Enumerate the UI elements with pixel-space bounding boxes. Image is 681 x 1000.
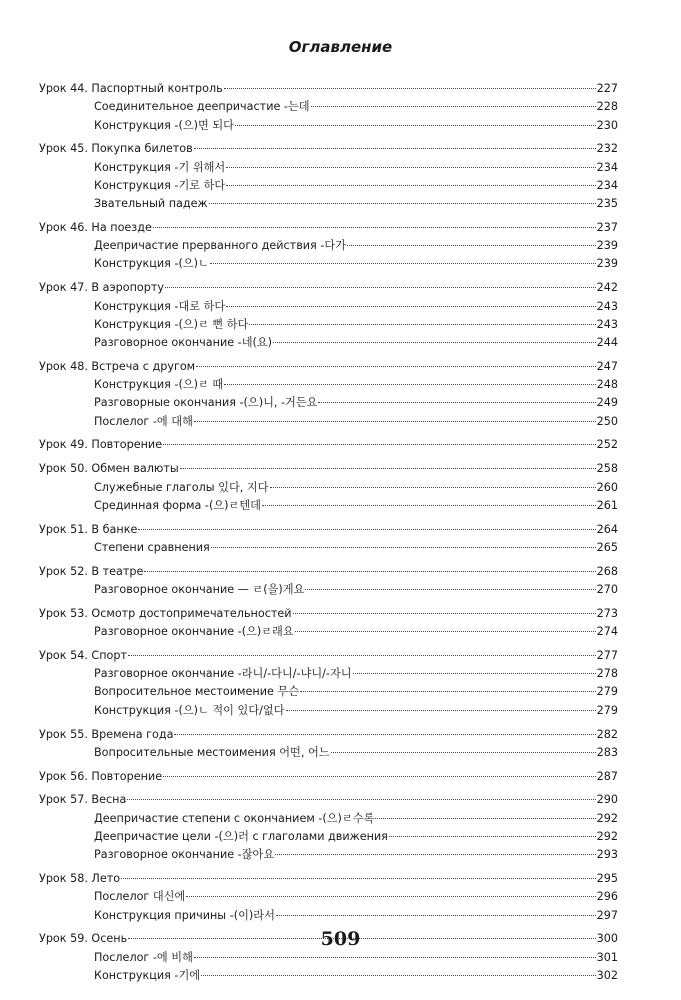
toc-lesson-entry[interactable] xyxy=(39,870,618,888)
dot-leader xyxy=(300,691,596,692)
dot-leader xyxy=(226,306,595,307)
subentry-title: Конструкция -기로 하다 xyxy=(94,178,226,192)
toc-subentry[interactable] xyxy=(39,967,618,985)
page-ref: 230 xyxy=(596,118,618,132)
dot-leader xyxy=(121,878,596,879)
page-ref: 277 xyxy=(596,648,618,662)
dot-leader xyxy=(311,106,596,107)
dot-leader xyxy=(194,148,596,149)
subentry-title: Степени сравнения xyxy=(94,540,210,554)
dot-leader xyxy=(144,571,595,572)
dot-leader xyxy=(318,402,595,403)
lesson-block xyxy=(39,726,618,763)
page-ref: 302 xyxy=(596,968,618,982)
dot-leader xyxy=(270,487,596,488)
toc-subentry[interactable] xyxy=(39,846,618,864)
subentry-title: Конструкция -기에 xyxy=(94,968,201,982)
page-ref: 293 xyxy=(596,848,618,862)
dot-leader xyxy=(194,957,596,958)
toc-subentry[interactable] xyxy=(39,159,618,177)
lesson-block xyxy=(39,279,618,352)
lesson-block xyxy=(39,521,618,558)
toc-subentry[interactable] xyxy=(39,810,618,828)
toc-subentry[interactable] xyxy=(39,702,618,720)
dot-leader xyxy=(275,854,596,855)
subentry-title: Разговорное окончание -라니/-다니/-냐니/-자니 xyxy=(94,667,352,681)
page-ref: 243 xyxy=(596,317,618,331)
page-ref: 282 xyxy=(596,727,618,741)
toc-lesson-entry[interactable] xyxy=(39,436,618,454)
page-ref: 228 xyxy=(596,100,618,114)
dot-leader xyxy=(226,185,595,186)
lesson-block xyxy=(39,791,618,864)
toc-subentry[interactable] xyxy=(39,665,618,683)
subentry-title: Разговорное окончание — ㄹ(을)게요 xyxy=(94,583,305,596)
page-ref: 235 xyxy=(596,197,618,211)
page-ref: 258 xyxy=(596,462,618,476)
dot-leader xyxy=(211,547,596,548)
subentry-title: Соединительное деепричастие -는데 xyxy=(94,100,310,114)
lesson-title: Урок 54. Спорт xyxy=(39,648,128,662)
lesson-title: Урок 49. Повторение xyxy=(39,438,163,452)
toc-subentry[interactable] xyxy=(39,334,618,352)
page-title: Оглавление xyxy=(288,38,393,56)
page-ref: 301 xyxy=(596,950,618,964)
toc-lesson-entry[interactable] xyxy=(39,768,618,786)
toc-subentry[interactable] xyxy=(39,828,618,846)
dot-leader xyxy=(249,324,595,325)
toc-subentry[interactable] xyxy=(39,298,618,316)
toc-subentry[interactable] xyxy=(39,683,618,701)
page-ref: 248 xyxy=(596,378,618,392)
subentry-title: Срединная форма -(으)ㄹ텐데 xyxy=(94,498,261,512)
dot-leader xyxy=(305,589,595,590)
toc-lesson-entry[interactable] xyxy=(39,791,618,809)
dot-leader xyxy=(127,799,595,800)
dot-leader xyxy=(331,752,596,753)
page-ref: 297 xyxy=(596,908,618,922)
toc-subentry[interactable] xyxy=(39,581,618,599)
dot-leader xyxy=(295,631,596,632)
toc-lesson-entry[interactable] xyxy=(39,647,618,665)
page-ref: 242 xyxy=(596,281,618,295)
lesson-title: Урок 55. Времена года xyxy=(39,727,174,741)
dot-leader xyxy=(186,896,595,897)
page-ref: 296 xyxy=(596,890,618,904)
subentry-title: Послелог -에 대해 xyxy=(94,414,193,428)
page-ref: 234 xyxy=(596,160,618,174)
toc-subentry[interactable] xyxy=(39,888,618,906)
lesson-block xyxy=(39,358,618,431)
page-ref: 227 xyxy=(596,82,618,95)
dot-leader xyxy=(262,505,596,506)
lesson-title: Урок 47. В аэропорту xyxy=(39,281,164,295)
lesson-title: Урок 45. Покупка билетов xyxy=(39,142,193,156)
dot-leader xyxy=(347,245,596,246)
page-ref: 249 xyxy=(596,396,618,410)
toc-subentry[interactable] xyxy=(39,316,618,334)
dot-leader xyxy=(224,88,596,89)
dot-leader xyxy=(353,673,596,674)
lesson-block xyxy=(39,768,618,786)
lesson-block xyxy=(39,647,618,720)
dot-leader xyxy=(128,655,596,656)
dot-leader xyxy=(210,263,596,264)
subentry-title: Звательный падеж xyxy=(94,197,208,211)
subentry-title: Конструкция причины -(이)라서 xyxy=(94,908,275,922)
dot-leader xyxy=(286,710,596,711)
table-of-contents xyxy=(39,80,618,991)
toc-subentry[interactable] xyxy=(39,744,618,762)
toc-subentry[interactable] xyxy=(39,497,618,515)
page-ref: 268 xyxy=(596,564,618,578)
dot-leader xyxy=(180,468,596,469)
toc-subentry[interactable] xyxy=(39,949,618,967)
dot-leader xyxy=(153,227,596,228)
page-ref: 243 xyxy=(596,299,618,313)
lesson-title: Урок 53. Осмотр достопримечательностей xyxy=(39,606,292,620)
lesson-block xyxy=(39,219,618,274)
toc-lesson-entry[interactable] xyxy=(39,726,618,744)
subentry-title: Конструкция -(으)면 되다 xyxy=(94,118,234,132)
dot-leader xyxy=(163,776,596,777)
toc-lesson-entry[interactable] xyxy=(39,605,618,623)
dot-leader xyxy=(163,444,596,445)
toc-lesson-entry[interactable] xyxy=(39,140,618,158)
page-ref: 278 xyxy=(596,667,618,681)
page-ref: 237 xyxy=(596,220,618,234)
page-ref: 239 xyxy=(596,239,618,253)
subentry-title: Деепричастие цели -(으)러 с глаголами движения xyxy=(94,829,388,843)
toc-subentry[interactable] xyxy=(39,177,618,195)
page-ref: 292 xyxy=(596,811,618,825)
toc-subentry[interactable] xyxy=(39,623,618,641)
page-number: 509 xyxy=(320,928,361,950)
lesson-block xyxy=(39,563,618,600)
page-ref: 279 xyxy=(596,685,618,699)
dot-leader xyxy=(235,125,596,126)
subentry-title: Послелог -에 비해 xyxy=(94,950,193,964)
toc-lesson-entry[interactable] xyxy=(39,460,618,478)
dot-leader xyxy=(276,915,596,916)
dot-leader xyxy=(196,366,596,367)
subentry-title: Разговорное окончание -(으)ㄹ래요 xyxy=(94,625,294,639)
page-ref: 239 xyxy=(596,257,618,271)
toc-lesson-entry[interactable] xyxy=(39,563,618,581)
lesson-block xyxy=(39,460,618,515)
page-ref: 290 xyxy=(596,793,618,807)
page-ref: 300 xyxy=(596,932,618,946)
page-ref: 265 xyxy=(596,540,618,554)
page-ref: 261 xyxy=(596,498,618,512)
lesson-title: Урок 51. В банке xyxy=(39,522,138,536)
subentry-title: Разговорные окончания -(으)니, -거든요 xyxy=(94,396,318,410)
subentry-title: Вопросительное местоимение 무슨 xyxy=(94,685,300,699)
lesson-title: Урок 57. Весна xyxy=(39,793,127,807)
lesson-title: Урок 46. На поезде xyxy=(39,220,152,234)
page-ref: 232 xyxy=(596,142,618,156)
toc-subentry[interactable] xyxy=(39,413,618,431)
dot-leader xyxy=(201,975,596,976)
page-ref: 292 xyxy=(596,829,618,843)
subentry-title: Конструкция -(으)ㄴ xyxy=(94,257,209,271)
toc-lesson-entry[interactable] xyxy=(39,80,618,98)
subentry-title: Послелог 대신에 xyxy=(94,890,186,904)
lesson-block xyxy=(39,605,618,642)
lesson-title: Урок 56. Повторение xyxy=(39,769,163,783)
dot-leader xyxy=(209,203,596,204)
toc-subentry[interactable] xyxy=(39,195,618,213)
subentry-title: Деепричастие степени с окончанием -(으)ㄹ수록 xyxy=(94,811,375,825)
lesson-title: Урок 44. Паспортный контроль xyxy=(39,82,223,95)
lesson-block xyxy=(39,870,618,925)
dot-leader xyxy=(273,342,596,343)
dot-leader xyxy=(226,167,595,168)
page-ref: 252 xyxy=(596,438,618,452)
dot-leader xyxy=(389,836,596,837)
lesson-title: Урок 58. Лето xyxy=(39,872,121,886)
page-ref: 270 xyxy=(596,583,618,596)
lesson-title: Урок 48. Встреча с другом xyxy=(39,359,196,373)
toc-lesson-entry[interactable] xyxy=(39,219,618,237)
page-ref: 283 xyxy=(596,745,618,759)
subentry-title: Разговорное окончание -잖아요 xyxy=(94,848,275,862)
dot-leader xyxy=(224,384,595,385)
dot-leader xyxy=(194,421,596,422)
toc-subentry[interactable] xyxy=(39,394,618,412)
page-ref: 274 xyxy=(596,625,618,639)
page-ref: 234 xyxy=(596,178,618,192)
dot-leader xyxy=(138,529,595,530)
lesson-title: Урок 59. Осень xyxy=(39,932,128,946)
toc-subentry[interactable] xyxy=(39,237,618,255)
lesson-block xyxy=(39,140,618,213)
toc-subentry[interactable] xyxy=(39,479,618,497)
subentry-title: Конструкция -(으)ㄹ 때 xyxy=(94,378,224,392)
toc-subentry[interactable] xyxy=(39,98,618,116)
toc-subentry[interactable] xyxy=(39,907,618,925)
lesson-block xyxy=(39,436,618,454)
dot-leader xyxy=(293,613,596,614)
toc-subentry[interactable] xyxy=(39,117,618,135)
subentry-title: Деепричастие прерванного действия -다가 xyxy=(94,239,346,253)
dot-leader xyxy=(165,287,596,288)
page-ref: 260 xyxy=(596,480,618,494)
toc-subentry[interactable] xyxy=(39,539,618,557)
page-ref: 250 xyxy=(596,414,618,428)
toc-lesson-entry[interactable] xyxy=(39,358,618,376)
subentry-title: Служебные глаголы 있다, 지다 xyxy=(94,480,269,494)
toc-lesson-entry[interactable] xyxy=(39,521,618,539)
lesson-title: Урок 50. Обмен валюты xyxy=(39,462,179,476)
page-ref: 247 xyxy=(596,359,618,373)
toc-subentry[interactable] xyxy=(39,376,618,394)
subentry-title: Конструкция -(으)ㄹ 뻔 하다 xyxy=(94,317,249,331)
lesson-title: Урок 52. В театре xyxy=(39,564,144,578)
subentry-title: Разговорное окончание -네(요) xyxy=(94,336,273,350)
subentry-title: Конструкция -대로 하다 xyxy=(94,299,226,313)
subentry-title: Конструкция -(으)ㄴ 적이 있다/없다 xyxy=(94,703,285,717)
subentry-title: Конструкция -기 위해서 xyxy=(94,160,226,174)
page-ref: 273 xyxy=(596,606,618,620)
toc-subentry[interactable] xyxy=(39,255,618,273)
page-ref: 287 xyxy=(596,769,618,783)
dot-leader xyxy=(174,734,595,735)
toc-lesson-entry[interactable] xyxy=(39,279,618,297)
subentry-title: Вопросительные местоимения 어떤, 어느 xyxy=(94,745,330,759)
page-ref: 279 xyxy=(596,703,618,717)
page-ref: 264 xyxy=(596,522,618,536)
dot-leader xyxy=(375,818,595,819)
lesson-block xyxy=(39,80,618,135)
page-ref: 295 xyxy=(596,872,618,886)
page-ref: 244 xyxy=(596,336,618,350)
